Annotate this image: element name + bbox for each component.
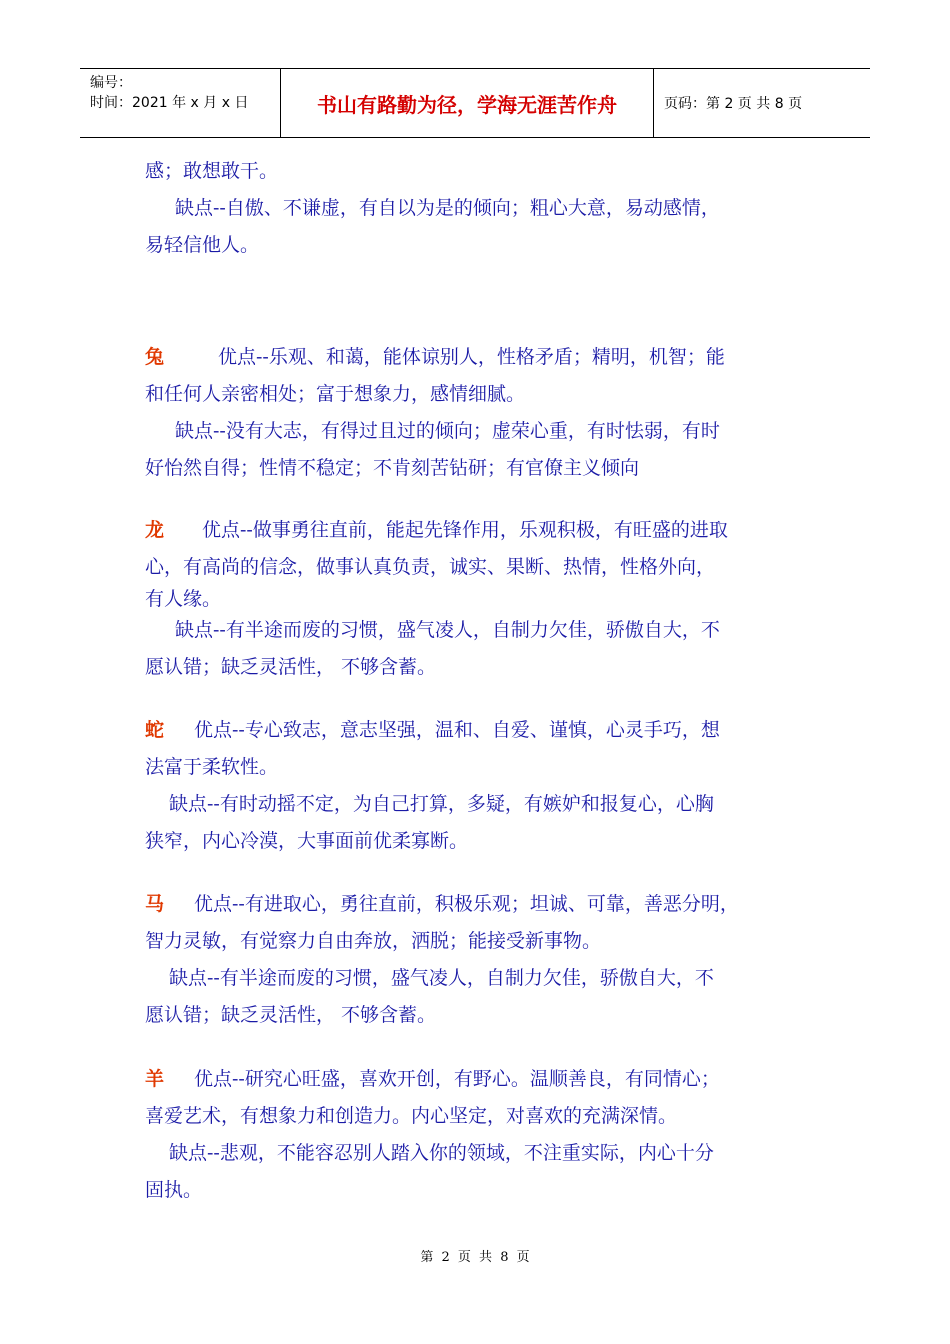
zodiac-name: 蛇 [145, 719, 165, 741]
page-footer: 第 2 页 共 8 页 [420, 1250, 530, 1265]
strength-line: 心，有高尚的信念，做事认真负责，诚实、果断、热情，性格外向， [145, 556, 716, 578]
strength-line: 有人缘。 [145, 588, 222, 610]
strength-line: 优点--研究心旺盛，喜欢开创，有野心。温顺善良，有同情心； [194, 1068, 720, 1090]
strength-line: 优点--乐观、和蔼，能体谅别人，性格矛盾；精明，机智；能 [218, 346, 725, 368]
strength-line: 法富于柔软性。 [145, 756, 279, 778]
header-table [80, 68, 870, 138]
number-label: 编号： [90, 75, 132, 91]
strength-line: 优点--做事勇往直前，能起先锋作用，乐观积极，有旺盛的进取 [202, 519, 728, 541]
weakness-line: 愿认错；缺乏灵活性， 不够含蓄。 [145, 656, 437, 678]
weakness-line: 缺点--有半途而废的习惯，盛气凌人，自制力欠佳，骄傲自大，不 [169, 967, 714, 989]
strength-line: 智力灵敏，有觉察力自由奔放，洒脱；能接受新事物。 [145, 930, 602, 952]
strength-line: 优点--有进取心，勇往直前，积极乐观；坦诚、可靠，善恶分明， [194, 893, 739, 915]
header-motto [281, 69, 654, 137]
weakness-line: 狭窄，内心冷漠，大事面前优柔寡断。 [145, 830, 469, 852]
zodiac-section-rabbit [145, 339, 815, 487]
weakness-line: 固执。 [145, 1179, 203, 1201]
strength-line: 优点--专心致志，意志坚强，温和、自爱、谨慎，心灵手巧，想 [194, 719, 720, 741]
zodiac-section-dragon [145, 512, 815, 686]
zodiac-section-snake [145, 712, 815, 860]
weakness-line: 缺点--悲观，不能容忍别人踏入你的领域，不注重实际，内心十分 [169, 1142, 714, 1164]
weakness-line: 好怡然自得；性情不稳定；不肯刻苦钻研；有官僚主义倾向 [145, 457, 640, 479]
zodiac-name: 龙 [145, 519, 165, 541]
zodiac-section-horse [145, 886, 815, 1034]
weakness-line: 缺点--有半途而废的习惯，盛气凌人，自制力欠佳，骄傲自大，不 [175, 619, 720, 641]
zodiac-section-goat [145, 1061, 815, 1209]
time-label: 时间：2021 年 x 月 x 日 [90, 95, 249, 111]
page-label: 页码：第 2 页 共 8 页 [664, 96, 803, 112]
header-meta [80, 69, 281, 137]
weakness-line: 易轻信他人。 [145, 234, 260, 256]
weakness-line: 缺点--自傲、不谦虚，有自以为是的倾向；粗心大意，易动感情， [175, 197, 720, 219]
continuation-line: 感；敢想敢干。 [145, 160, 279, 182]
weakness-line: 缺点--有时动摇不定，为自己打算，多疑，有嫉妒和报复心，心胸 [169, 793, 714, 815]
zodiac-name: 兔 [145, 346, 165, 368]
continuation-block [145, 153, 815, 264]
strength-line: 喜爱艺术，有想象力和创造力。内心坚定，对喜欢的充满深情。 [145, 1105, 678, 1127]
header-page [654, 69, 870, 137]
zodiac-name: 羊 [145, 1068, 165, 1090]
weakness-line: 缺点--没有大志，有得过且过的倾向；虚荣心重，有时怯弱，有时 [175, 420, 720, 442]
zodiac-name: 马 [145, 893, 165, 915]
strength-line: 和任何人亲密相处；富于想象力，感情细腻。 [145, 383, 526, 405]
weakness-line: 愿认错；缺乏灵活性， 不够含蓄。 [145, 1004, 437, 1026]
motto-text: 书山有路勤为径，学海无涯苦作舟 [317, 92, 617, 117]
